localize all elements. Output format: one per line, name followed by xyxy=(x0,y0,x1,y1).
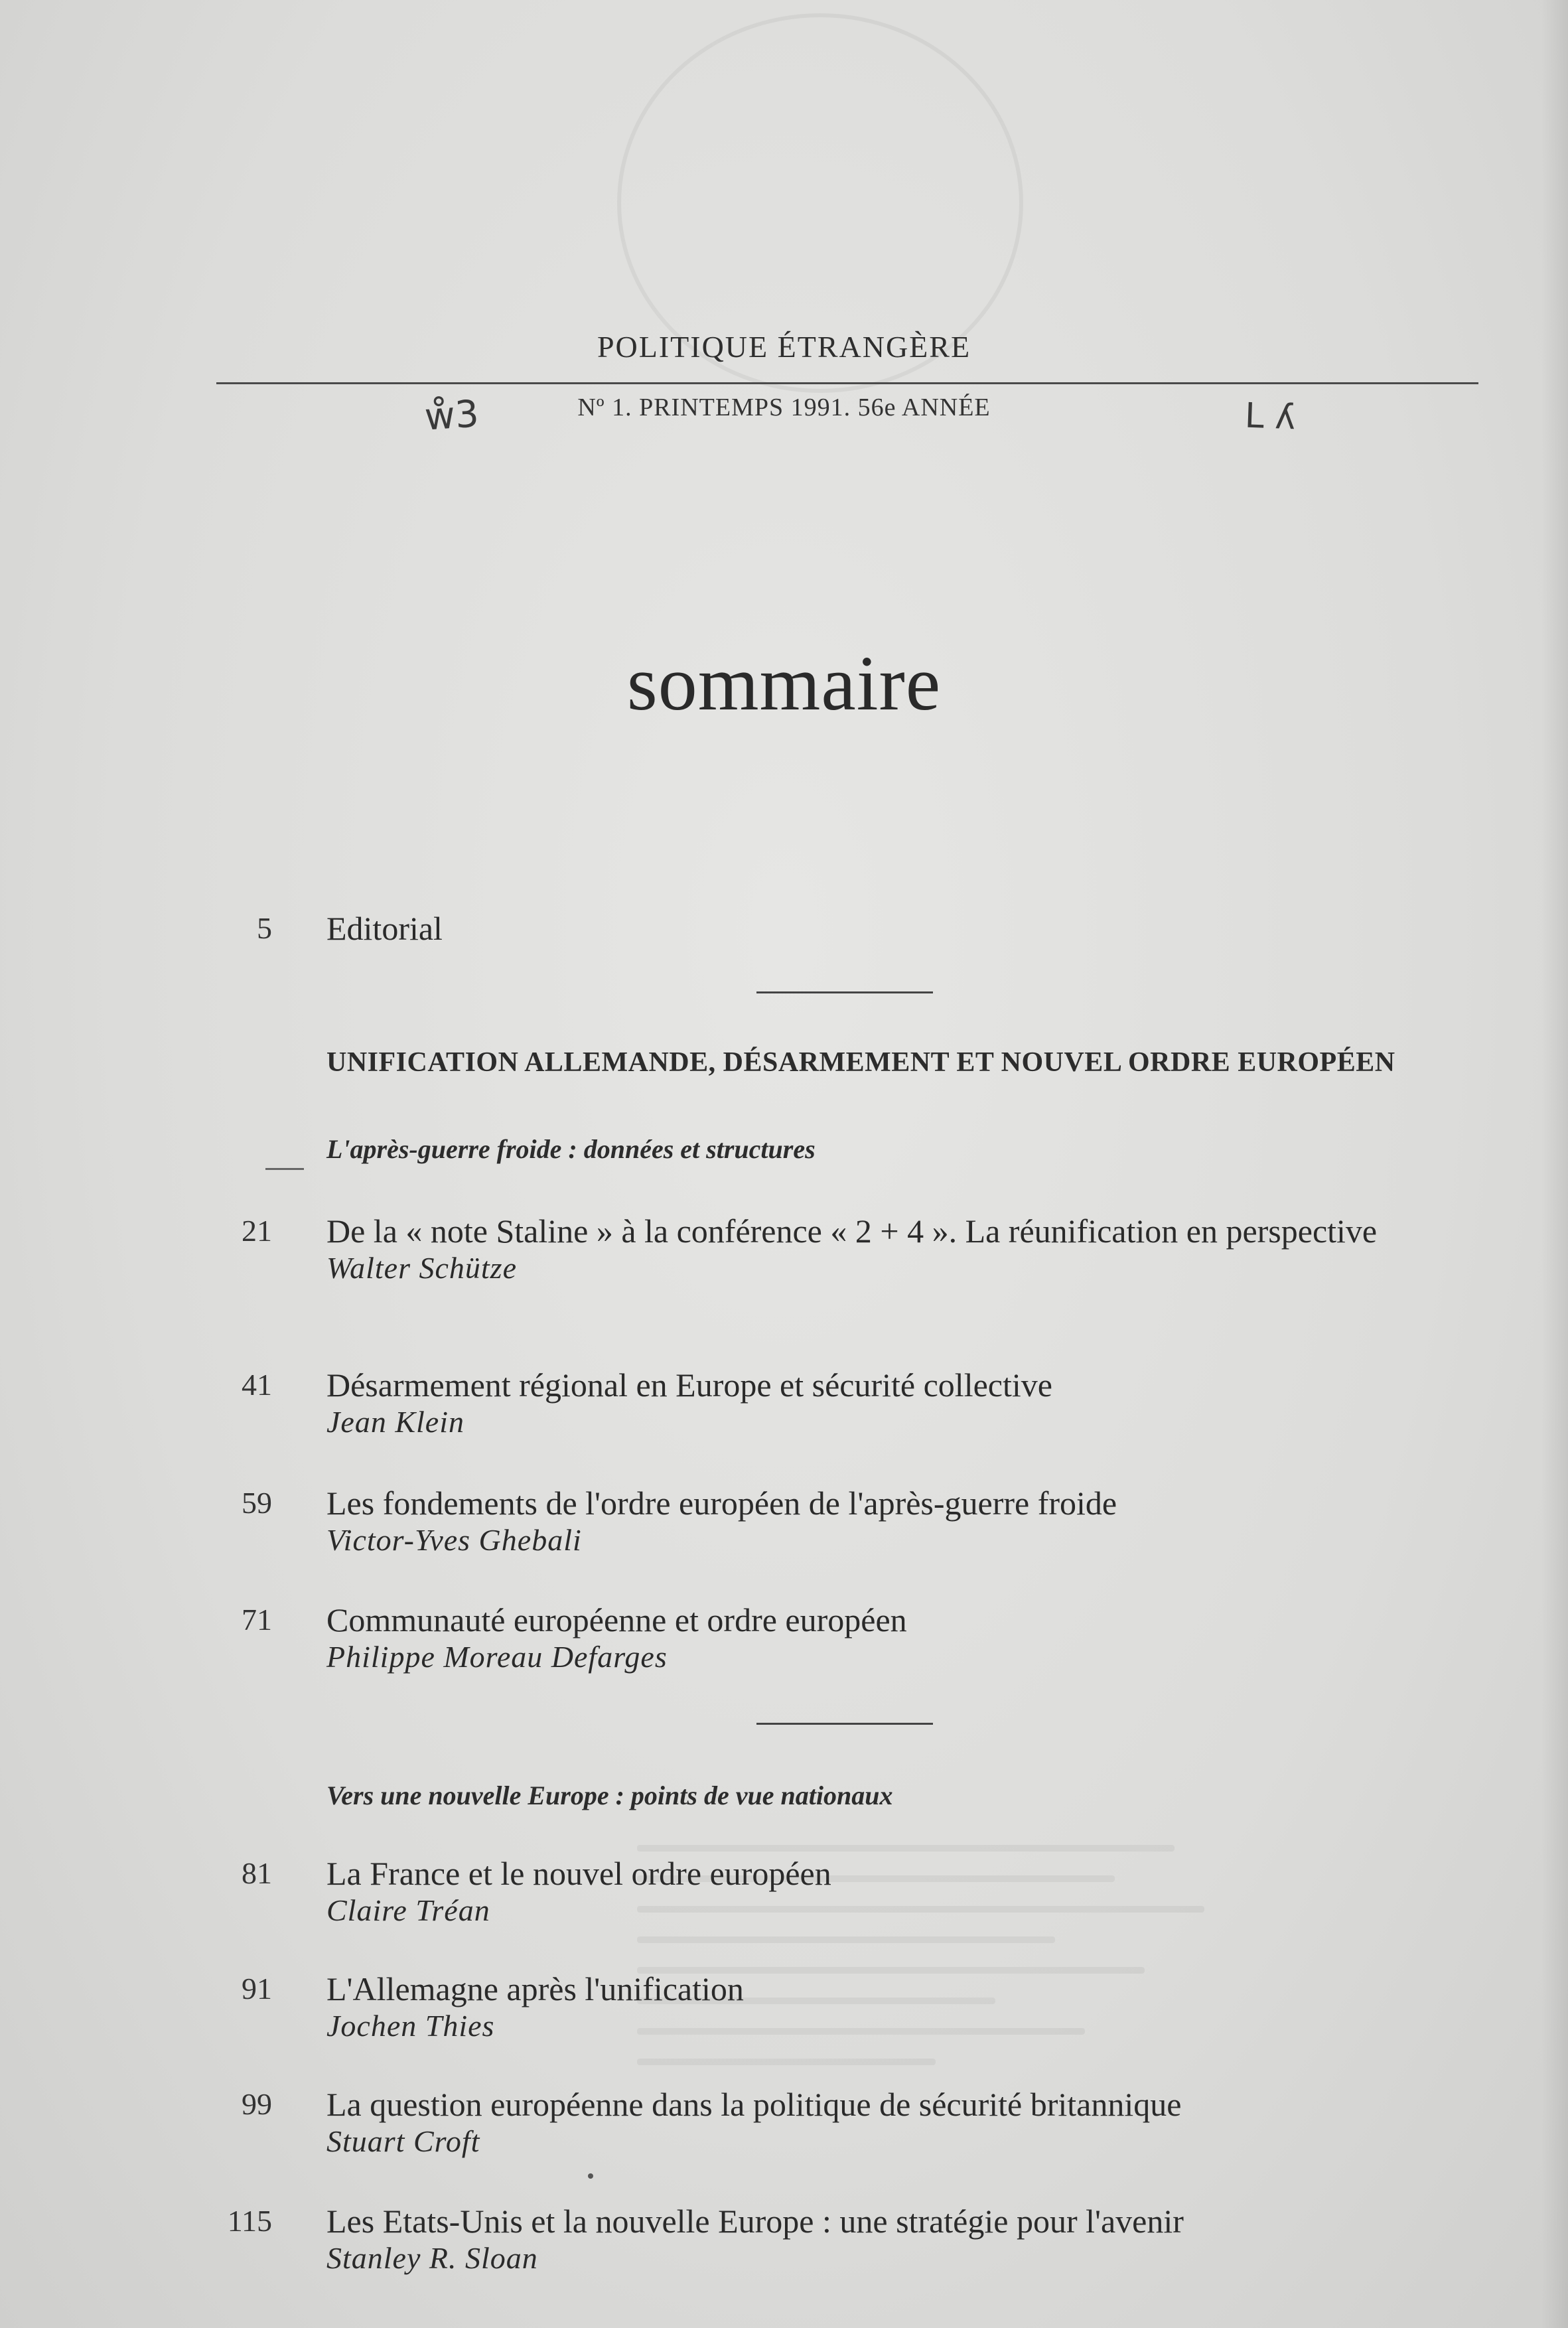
toc-title: Les fondements de l'ordre européen de l'après-guerre froide xyxy=(326,1485,1117,1522)
journal-name: POLITIQUE ÉTRANGÈRE xyxy=(597,330,971,364)
handwritten-mark-right: L ʎ xyxy=(1244,396,1297,438)
toc-author: Claire Tréan xyxy=(326,1893,490,1927)
toc-page-number: 91 xyxy=(242,1972,272,2005)
toc-title: La France et le nouvel ordre européen xyxy=(326,1855,831,1892)
toc-title: Communauté européenne et ordre européen xyxy=(326,1601,907,1638)
toc-author: Philippe Moreau Defarges xyxy=(326,1640,668,1674)
toc-author: Stuart Croft xyxy=(326,2124,480,2158)
toc-page-number: 71 xyxy=(242,1603,272,1637)
toc-page-number: 115 xyxy=(227,2204,272,2238)
toc-title: L'Allemagne après l'unification xyxy=(326,1970,744,2007)
separator-rule xyxy=(756,991,933,993)
toc-title: Les Etats-Unis et la nouvelle Europe : une stratégie pour l'avenir xyxy=(326,2203,1184,2240)
toc-page-number: 21 xyxy=(242,1214,272,1248)
subsection-heading-2: Vers une nouvelle Europe : points de vue nationaux xyxy=(326,1781,893,1810)
toc-page-number: 81 xyxy=(242,1856,272,1890)
toc-author: Jean Klein xyxy=(326,1405,464,1439)
toc-author: Walter Schütze xyxy=(326,1251,517,1285)
toc-title: De la « note Staline » à la conférence « 2 + 4 ». La réunification en perspective xyxy=(326,1212,1378,1250)
ink-speck xyxy=(588,2173,593,2179)
toc-page-number: 5 xyxy=(257,911,272,945)
toc-page-number: 99 xyxy=(242,2087,272,2121)
toc-page-number: 59 xyxy=(242,1486,272,1520)
header-rule xyxy=(216,382,1478,384)
toc-author: Victor-Yves Ghebali xyxy=(326,1523,582,1557)
toc-title: La question européenne dans la politique de sécurité britannique xyxy=(326,2086,1182,2123)
toc-title: Editorial xyxy=(326,910,443,947)
page-title: sommaire xyxy=(626,640,942,727)
issue-line: Nº 1. PRINTEMPS 1991. 56e ANNÉE xyxy=(577,394,991,421)
section-heading: UNIFICATION ALLEMANDE, DÉSARMEMENT ET NOUVEL ORDRE EUROPÉEN xyxy=(326,1047,1395,1078)
toc-page-number: 41 xyxy=(242,1368,272,1402)
subsection-heading-1: L'après-guerre froide : données et structures xyxy=(326,1134,816,1164)
handwritten-mark-left: ẘ3 xyxy=(423,392,480,439)
toc-author: Stanley R. Sloan xyxy=(326,2241,538,2275)
toc-author: Jochen Thies xyxy=(326,2009,495,2043)
separator-rule xyxy=(756,1723,933,1725)
pencil-dash-mark xyxy=(265,1168,304,1170)
toc-title: Désarmement régional en Europe et sécurité collective xyxy=(326,1366,1052,1404)
